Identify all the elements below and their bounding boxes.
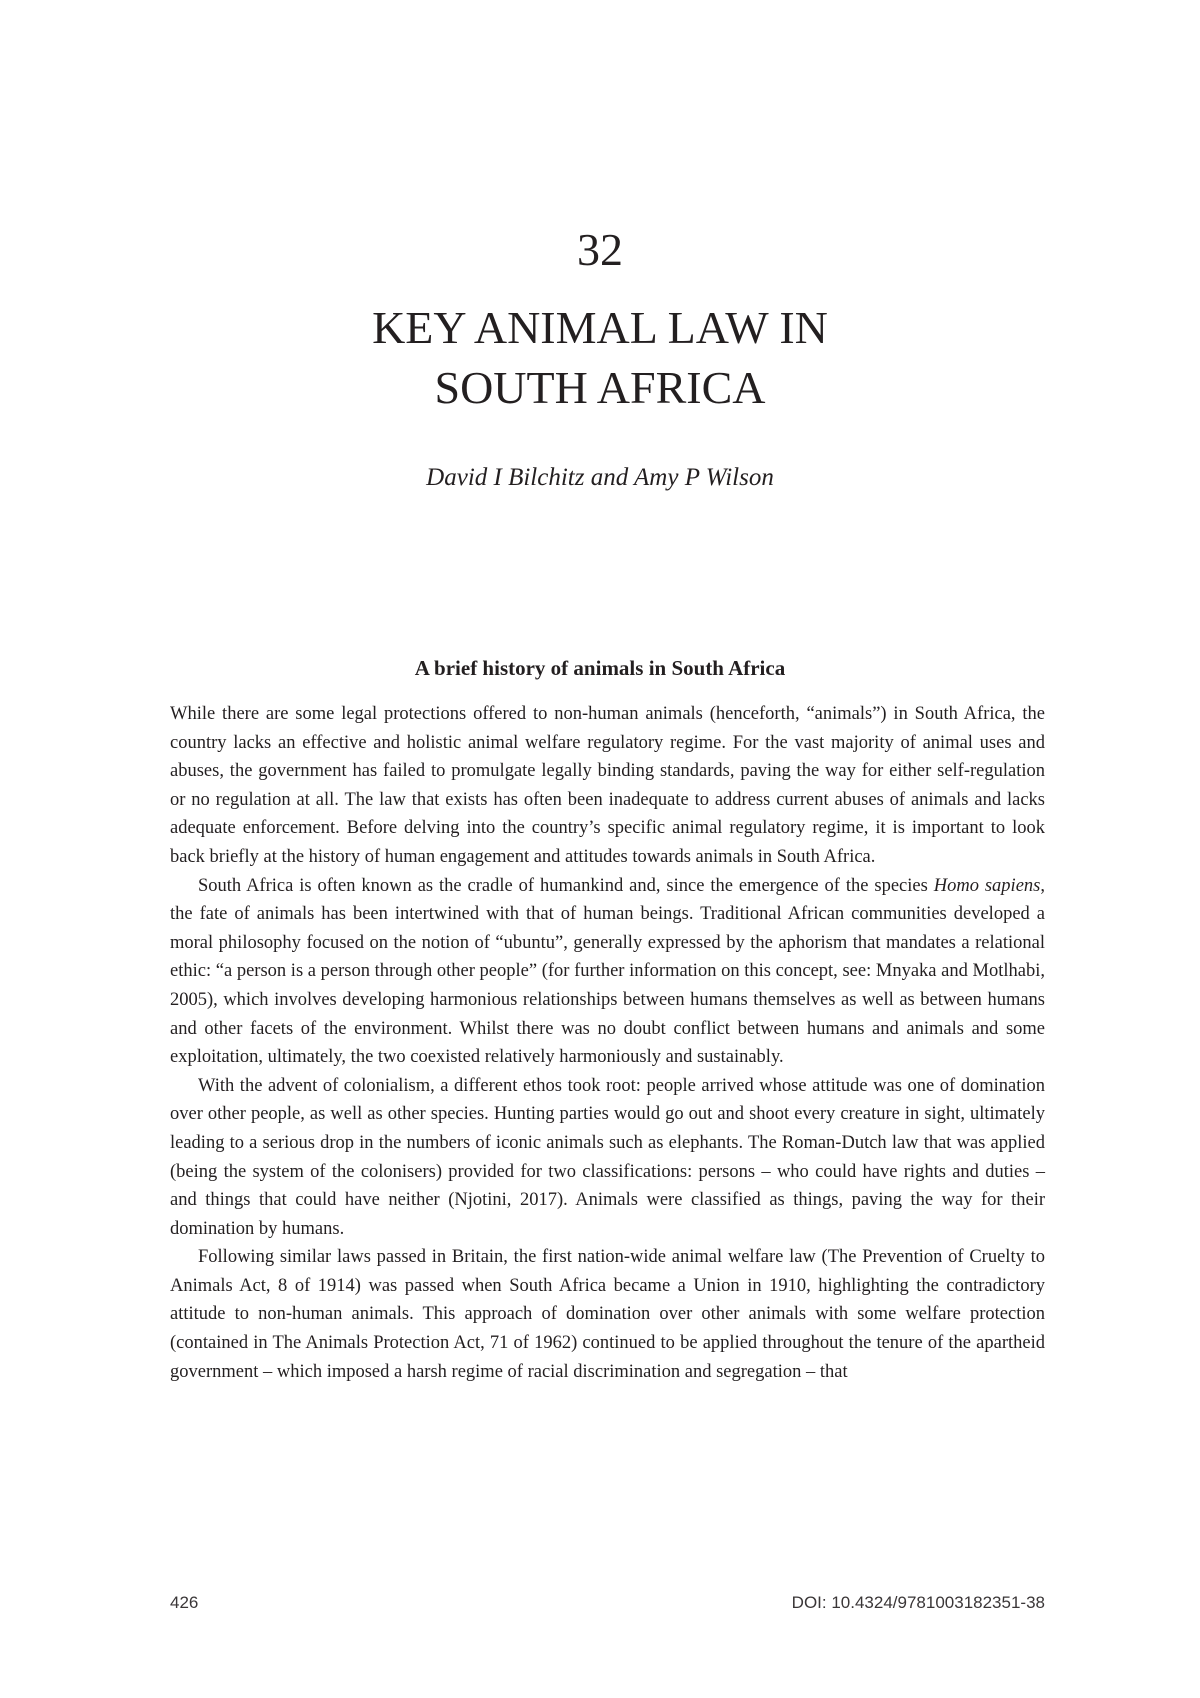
body-text [170, 700, 1045, 1386]
paragraph-2 [170, 872, 1045, 1072]
paragraph-1: While there are some legal protections offered to non-human animals (henceforth, “animals”) in South Africa, the country lacks an effective and holistic animal welfare regulatory regime. For the vast majority of animal uses and abuses, the government has failed to promulgate legally binding standards, paving the way for either self-regulation or no regulation at all. The law that exists has often been inadequate to address current abuses of animals and lacks adequate enforcement. Before delving into the country’s specific animal regulatory regime, it is important to look back briefly at the history of human engagement and attitudes towards animals in South Africa. [170, 704, 1045, 867]
paragraph-2-part-2: , the fate of animals has been intertwined with that of human beings. Traditional African communities developed a moral philosophy focused on the notion of “ubuntu”, generally expressed by the aphorism that mandates a relational ethic: “a person is a person through other people” (for further information on this concept, see: Mnyaka and Motlhabi, 2005), which involves developing harmonious relationships between humans themselves as well as between humans and other facets of the environment. Whilst there was no doubt conflict between humans and animals and some exploitation, ultimately, the two coexisted relatively harmoniously and sustainably. [170, 875, 1045, 1068]
chapter-authors: David I Bilchitz and Amy P Wilson [426, 464, 774, 491]
chapter-number: 32 [577, 224, 623, 275]
doi-reference: DOI: 10.4324/9781003182351-38 [791, 1593, 1045, 1612]
paragraph-4: Following similar laws passed in Britain, the first nation-wide animal welfare law (The Prevention of Cruelty to Animals Act, 8 of 1914) was passed when South Africa became a Union in 1910, highlighting the contradictory attitude to non-human animals. This approach of domination over other animals with some welfare protection (contained in The Animals Protection Act, 71 of 1962) continued to be applied throughout the tenure of the apartheid government – which imposed a harsh regime of racial discrimination and segregation – that [170, 1247, 1045, 1382]
paragraph-2-part-1: South Africa is often known as the cradle of humankind and, since the emergence of the species [198, 875, 934, 896]
species-name-italic: Homo sapiens [933, 875, 1041, 896]
section-heading: A brief history of animals in South Africa [414, 656, 786, 680]
page-number: 426 [170, 1593, 199, 1612]
paragraph-3: With the advent of colonialism, a different ethos took root: people arrived whose attitude was one of domination over other people, as well as other species. Hunting parties would go out and shoot every creature in sight, ultimately leading to a serious drop in the numbers of iconic animals such as elephants. The Roman-Dutch law that was applied (being the system of the colonisers) provided for two classifications: persons – who could have rights and duties – and things that could have neither (Njotini, 2017). Animals were classified as things, paving the way for their domination by humans. [170, 1075, 1045, 1239]
chapter-title-line-2: SOUTH AFRICA [434, 362, 766, 413]
chapter-title-line-1: KEY ANIMAL LAW IN [372, 302, 828, 353]
page-footer [170, 1592, 1045, 1614]
chapter-title [0, 298, 1200, 418]
